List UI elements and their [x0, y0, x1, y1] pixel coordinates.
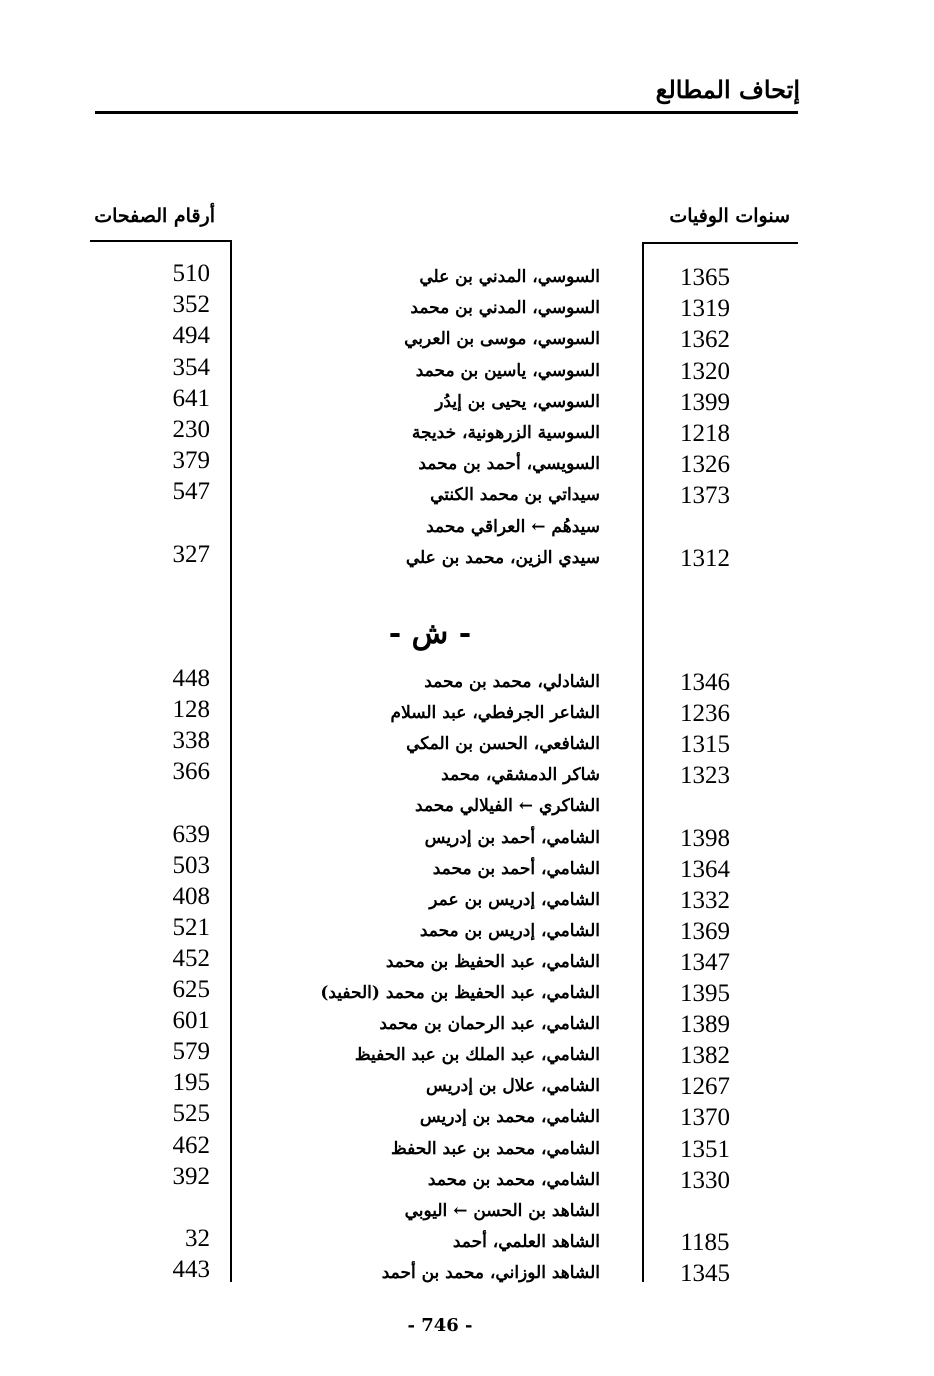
entry-page-number: 354	[172, 353, 210, 381]
entry-page-number: 443	[172, 1255, 210, 1283]
entry-page-number: 408	[172, 882, 210, 910]
entry-page-number: 392	[172, 1162, 210, 1190]
entry-death-year: 1370	[680, 1104, 730, 1132]
entry-death-year: 1315	[680, 731, 730, 759]
entry-name: الشاكري ← الفيلالي محمد	[415, 796, 600, 817]
entry-death-year: 1267	[680, 1073, 730, 1101]
entry-death-year: 1369	[680, 917, 730, 945]
entry-death-year: 1332	[680, 886, 730, 914]
entry-name: الشاعر الجرفطي، عبد السلام	[390, 703, 600, 724]
entry-death-year: 1362	[680, 326, 730, 354]
entry-name: السويسي، أحمد بن محمد	[418, 454, 600, 475]
entry-death-year: 1326	[680, 451, 730, 479]
entry-name: الشامي، عبد الملك بن عبد الحفيظ	[354, 1045, 600, 1066]
entry-page-number: 230	[172, 416, 210, 443]
entry-page-number: 625	[172, 976, 210, 1003]
entry-page-number: 579	[172, 1038, 210, 1066]
entry-name: شاكر الدمشقي، محمد	[441, 765, 600, 786]
column-header-pages: أرقام الصفحات	[94, 205, 215, 227]
entry-page-number: 448	[172, 665, 210, 692]
entry-death-year: 1320	[680, 357, 730, 385]
entry-page-number: 601	[172, 1007, 210, 1035]
entry-death-year: 1323	[680, 762, 730, 790]
entry-name: الشامي، علال بن إدريس	[426, 1076, 600, 1097]
entry-death-year: 1185	[680, 1228, 730, 1256]
entry-page-number: 352	[172, 291, 210, 319]
entry-death-year: 1398	[680, 824, 730, 852]
entry-name: الشافعي، الحسن بن المكي	[406, 734, 600, 755]
entry-page-number: 195	[172, 1069, 210, 1097]
entry-page-number: 510	[172, 260, 210, 287]
entry-name: الشامي، محمد بن إدريس	[419, 1107, 600, 1128]
entry-name: الشامي، عبد الحفيظ بن محمد (الحفيد)	[320, 983, 600, 1003]
entry-page-number	[120, 787, 210, 818]
entry-death-year: 1218	[680, 420, 730, 447]
entry-name: الشامي، إدريس بن محمد	[419, 920, 600, 941]
entry-death-year: 1373	[680, 482, 730, 510]
entry-name: السوسي، المدني بن علي	[419, 267, 600, 287]
entry-name: الشامي، محمد بن محمد	[427, 1169, 600, 1190]
entry-death-year: 1347	[680, 948, 730, 976]
entry-name: الشاهد الوزاني، محمد بن أحمد	[381, 1262, 600, 1283]
entry-name: الشاهد بن الحسن ← اليوبي	[404, 1200, 600, 1221]
entry-name: الشامي، إدريس بن عمر	[429, 889, 600, 910]
entry-death-year	[655, 1196, 755, 1227]
entry-death-year: 1319	[680, 295, 730, 323]
entry-page-number	[120, 508, 210, 539]
entry-page-number: 494	[172, 322, 210, 350]
entry-death-year: 1351	[680, 1135, 730, 1163]
entry-death-year: 1399	[680, 388, 730, 416]
page-number: - 746 -	[407, 1315, 473, 1336]
entry-page-number: 525	[172, 1100, 210, 1128]
entry-name: الشامي، محمد بن عبد الحفظ	[391, 1138, 600, 1159]
entry-page-number: 503	[172, 851, 210, 879]
entry-death-year: 1236	[680, 700, 730, 728]
entry-page-number: 366	[172, 758, 210, 786]
entry-death-year: 1346	[680, 669, 730, 696]
entry-name: الشاهد العلمي، أحمد	[452, 1231, 600, 1252]
entry-page-number: 452	[172, 944, 210, 972]
entry-death-year: 1330	[680, 1166, 730, 1194]
running-title: إتحاف المطالع	[655, 75, 800, 104]
entry-death-year	[655, 791, 755, 822]
entry-death-year: 1345	[680, 1259, 730, 1287]
section-letter-heading: - ش -	[388, 616, 472, 651]
entry-name: السوسي، ياسين بن محمد	[415, 360, 600, 381]
entry-page-number: 547	[172, 478, 210, 506]
entry-death-year: 1389	[680, 1011, 730, 1039]
entry-death-year: 1312	[680, 544, 730, 572]
entry-name: سيدي الزين، محمد بن علي	[405, 547, 600, 568]
entry-page-number: 338	[172, 727, 210, 755]
entry-name: الشامي، عبد الحفيظ بن محمد	[385, 951, 600, 972]
entry-name: السوسي، المدني بن محمد	[410, 298, 600, 319]
entry-death-year: 1382	[680, 1042, 730, 1070]
entry-name: سيدهُم ← العراقي محمد	[426, 516, 600, 537]
index-entry	[0, 1255, 934, 1289]
entry-name: السوسي، يحيى بن إيدُر	[435, 391, 600, 412]
entry-death-year	[655, 512, 755, 543]
index-entry	[0, 540, 934, 574]
entry-death-year: 1395	[680, 980, 730, 1007]
column-header-years: سنوات الوفيات	[669, 205, 790, 227]
entry-name: الشادلي، محمد بن محمد	[424, 672, 600, 692]
entry-name: الشامي، أحمد بن محمد	[432, 858, 600, 879]
entry-page-number: 462	[172, 1131, 210, 1159]
entry-name: الشامي، عبد الرحمان بن محمد	[379, 1014, 600, 1035]
entry-page-number: 32	[185, 1224, 210, 1252]
entry-page-number: 641	[172, 384, 210, 412]
entry-page-number: 639	[172, 820, 210, 848]
entry-death-year: 1364	[680, 855, 730, 883]
entry-name: السوسية الزرهونية، خديجة	[411, 423, 600, 443]
entry-name: السوسي، موسى بن العربي	[404, 329, 600, 350]
entry-page-number: 327	[172, 540, 210, 568]
entry-page-number	[120, 1192, 210, 1223]
entry-page-number: 379	[172, 447, 210, 475]
entry-death-year: 1365	[680, 264, 730, 291]
entry-page-number: 128	[172, 696, 210, 724]
entry-page-number: 521	[172, 913, 210, 941]
entry-name: سيداتي بن محمد الكنتي	[430, 485, 600, 506]
entry-name: الشامي، أحمد بن إدريس	[424, 827, 600, 848]
